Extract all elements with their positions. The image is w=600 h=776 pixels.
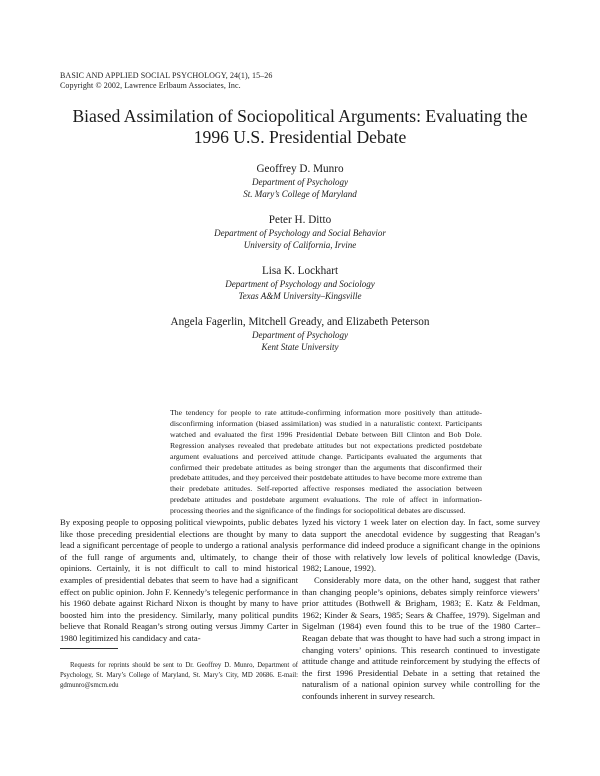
author-department: Department of Psychology and Social Behavior (214, 228, 386, 238)
author-name: Geoffrey D. Munro (256, 163, 344, 175)
author-munro (60, 162, 540, 200)
author-name: Peter H. Ditto (268, 214, 332, 226)
author-institution: St. Mary’s College of Maryland (243, 189, 357, 199)
title-line-1: Biased Assimilation of Sociopolitical Arguments: Evaluating the (72, 106, 528, 126)
body-paragraph: Considerably more data, on the other hand, suggest that rather than changing people’s opinions, debates simply reinforce viewers’ prior attitudes (Bothwell & Brigham, 1983; E. Katz & Feldman, 1962; Kinder & Sears, 1985; Sears & Chaffee, 1979). Sigelman and Sigelman (1984) even found this to be true of the 1980 Carter–Reagan debate that was thought to have had such a strong impact in changing voters’ opinions. This research continued to investigate attitude change and attitude reinforcement by studying the effects of the first 1996 Presidential Debate in a setting that retained the naturalism of a national opinion survey while controlling for the confounds inherent in survey research. (302, 574, 540, 701)
author-institution: University of California, Irvine (243, 240, 357, 250)
copyright-line: Copyright © 2002, Lawrence Erlbaum Associates, Inc. (60, 81, 241, 90)
author-ditto (60, 213, 540, 251)
title-line-2: 1996 U.S. Presidential Debate (193, 127, 407, 147)
author-name: Angela Fagerlin, Mitchell Gready, and Elizabeth Peterson (170, 316, 430, 328)
author-department: Department of Psychology and Sociology (225, 279, 375, 289)
author-institution: Kent State University (261, 342, 339, 352)
body-column-right (302, 517, 540, 703)
body-paragraph: lyzed his victory 1 week later on election day. In fact, some survey data support the anecdotal evidence by suggesting that Reagan’s performance did indeed produce a significant change in the opinions of those with relatively low levels of political knowledge (Davis, 1982; Lanoue, 1992). (302, 517, 540, 574)
paper-title (60, 106, 540, 148)
author-lockhart (60, 264, 540, 302)
body-paragraph: By exposing people to opposing political viewpoints, public debates like those preceding presidential elections are thought by many to lead a significant percentage of people to undergo a rational analysis of the full range of arguments and, ultimately, to change their opinions. Certainly, it is not difficult to call to mind historical examples of presidential debates that seem to have had a significant effect on public opinion. John F. Kennedy’s telegenic performance in his 1960 debate against Richard Nixon is thought by many to have boosted him into the presidency. Similarly, many political pundits believe that Ronald Reagan’s strong outing versus Jimmy Carter in 1980 legitimized his candidacy and cata- (60, 517, 298, 643)
journal-header (60, 71, 272, 91)
author-list (60, 162, 540, 366)
author-name: Lisa K. Lockhart (261, 265, 339, 277)
body-column-left (60, 517, 298, 645)
footnote-divider (60, 648, 118, 649)
footnote: Requests for reprints should be sent to Dr. Geoffrey D. Munro, Department of Psychology, St. Mary’s College of Maryland, St. Mary’s City, MD 20686. E-mail: gdmunro@smcm.edu (60, 662, 298, 689)
abstract: The tendency for people to rate attitude-confirming information more positively than attitude-disconfirming information (biased assimilation) was studied in a naturalistic context. Participants watched and evaluated the first 1996 Presidential Debate between Bill Clinton and Bob Dole. Regression analyses revealed that predebate attitudes but not expectations predicted postdebate argument evaluations and perceived attitude change. Participants evaluated the arguments that confirmed their predebate attitudes as being stronger than the arguments that disconfirmed their predebate attitudes, and they perceived their postdebate attitudes to have become more extreme than their predebate attitudes. Self-reported affective responses mediated the association between predebate attitudes and postdebate argument evaluations. The role of affect in information-processing theories and the significance of the findings for sociopolitical debates are discussed. (170, 408, 482, 516)
author-department: Department of Psychology (252, 330, 348, 340)
author-department: Department of Psychology (252, 177, 348, 187)
author-institution: Texas A&M University–Kingsville (238, 291, 362, 301)
journal-citation: BASIC AND APPLIED SOCIAL PSYCHOLOGY, 24(1), 15–26 (60, 71, 273, 80)
author-fagerlin-gready-peterson (60, 315, 540, 353)
